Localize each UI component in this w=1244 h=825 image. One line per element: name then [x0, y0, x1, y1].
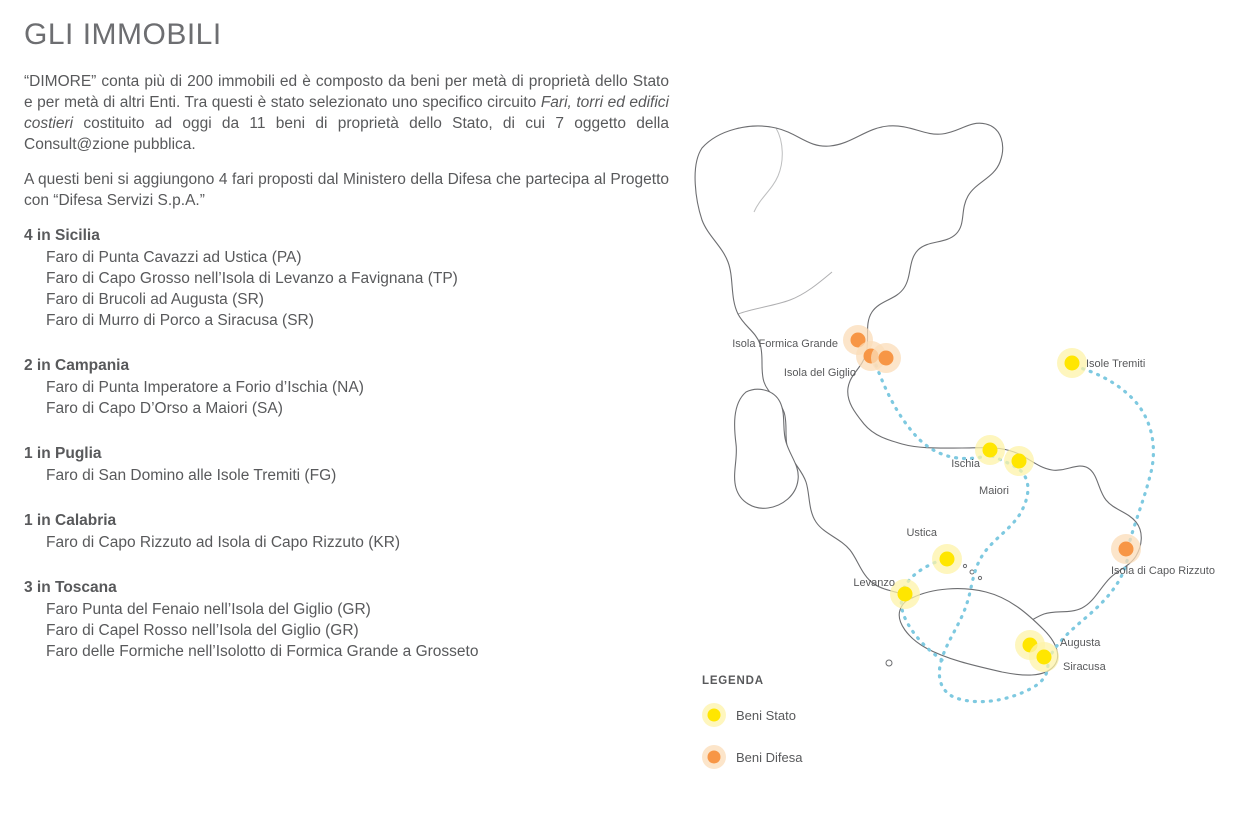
paragraph — [24, 169, 669, 211]
legend-rows — [702, 703, 932, 769]
legend-dot — [708, 751, 721, 764]
marker-dot — [898, 587, 913, 602]
map-label-levanzo: Levanzo — [853, 577, 895, 589]
map-label-isole-tremiti: Isole Tremiti — [1086, 358, 1146, 370]
group-spacer — [24, 553, 674, 563]
property-group — [24, 579, 674, 672]
marker-dot — [1065, 356, 1080, 371]
intro-paragraphs — [24, 71, 674, 211]
legend-label: Beni Stato — [736, 707, 796, 723]
list-item: Faro di Punta Cavazzi ad Ustica (PA) — [46, 249, 302, 266]
marker-dot — [940, 552, 955, 567]
legend-item-beni-stato — [702, 703, 932, 727]
map-label-maiori: Maiori — [979, 485, 1009, 497]
list-item: Faro di Murro di Porco a Siracusa (SR) — [46, 312, 314, 329]
list-item: Faro di Brucoli ad Augusta (SR) — [46, 291, 264, 308]
list-item: Faro di Capel Rosso nell’Isola del Giglio (GR) — [46, 622, 359, 639]
property-group — [24, 227, 674, 341]
map-label-ustica: Ustica — [906, 527, 937, 539]
map-label-isola-del-giglio-b: Isola del Giglio — [783, 367, 856, 379]
page-title: GLI IMMOBILI — [24, 18, 222, 51]
list-item: Faro delle Formiche nell’Isolotto di Formica Grande a Grosseto — [46, 643, 479, 660]
legend-swatch-icon — [702, 745, 736, 769]
map-label-ischia: Ischia — [951, 458, 980, 470]
group-heading: 1 in Puglia — [24, 445, 102, 462]
marker-dot — [1037, 650, 1052, 665]
group-heading: 1 in Calabria — [24, 512, 117, 529]
group-spacer — [24, 331, 674, 341]
marker-dot — [983, 443, 998, 458]
map-label-isola-di-capo-rizzuto: Isola di Capo Rizzuto — [1111, 565, 1215, 577]
paragraph — [24, 71, 669, 155]
group-heading: 3 in Toscana — [24, 579, 117, 596]
group-heading: 2 in Campania — [24, 357, 130, 374]
list-item: Faro di San Domino alle Isole Tremiti (FG) — [46, 467, 337, 484]
legend-title: LEGENDA — [702, 675, 764, 687]
map-legend — [702, 675, 932, 787]
list-item: Faro di Capo D’Orso a Maiori (SA) — [46, 400, 283, 417]
property-groups — [24, 227, 674, 672]
text-column — [24, 18, 674, 672]
group-heading: 4 in Sicilia — [24, 227, 100, 244]
list-item: Faro di Punta Imperatore a Forio d’Ischia (NA) — [46, 379, 364, 396]
group-spacer — [24, 662, 674, 672]
property-group — [24, 512, 674, 563]
group-spacer — [24, 419, 674, 429]
marker-dot — [1012, 454, 1027, 469]
paragraph-segment: costituito ad oggi da 11 beni di proprietà dello Stato, di cui 7 oggetto della Consult@zione pubblica. — [24, 115, 669, 153]
map-label-augusta: Augusta — [1060, 637, 1101, 649]
paragraph-segment: Fari, torri ed edifici costieri — [24, 94, 670, 132]
map-panel — [680, 0, 1244, 825]
paragraph-segment: A questi beni si aggiungono 4 fari proposti dal Ministero della Difesa che partecipa al Progetto con “Difesa Servizi S.p.A.” — [24, 171, 669, 209]
marker-dot — [1119, 542, 1134, 557]
legend-item-beni-difesa — [702, 745, 932, 769]
property-group — [24, 445, 674, 496]
legend-swatch-icon — [702, 703, 736, 727]
legend-dot — [708, 709, 721, 722]
list-item: Faro Punta del Fenaio nell’Isola del Giglio (GR) — [46, 601, 371, 618]
list-item: Faro di Capo Grosso nell’Isola di Levanzo a Favignana (TP) — [46, 270, 458, 287]
marker-dot — [879, 351, 894, 366]
list-item: Faro di Capo Rizzuto ad Isola di Capo Rizzuto (KR) — [46, 534, 401, 551]
group-spacer — [24, 486, 674, 496]
paragraph-segment: “DIMORE” conta più di 200 immobili ed è composto da beni per metà di proprietà dello Stato e per metà di altri Enti. Tra questi è stato selezionato uno specifico circuito — [24, 73, 669, 111]
property-group — [24, 357, 674, 429]
legend-label: Beni Difesa — [736, 749, 803, 765]
map-label-isola-formica-grande: Isola Formica Grande — [732, 338, 838, 350]
map-label-siracusa: Siracusa — [1063, 661, 1106, 673]
